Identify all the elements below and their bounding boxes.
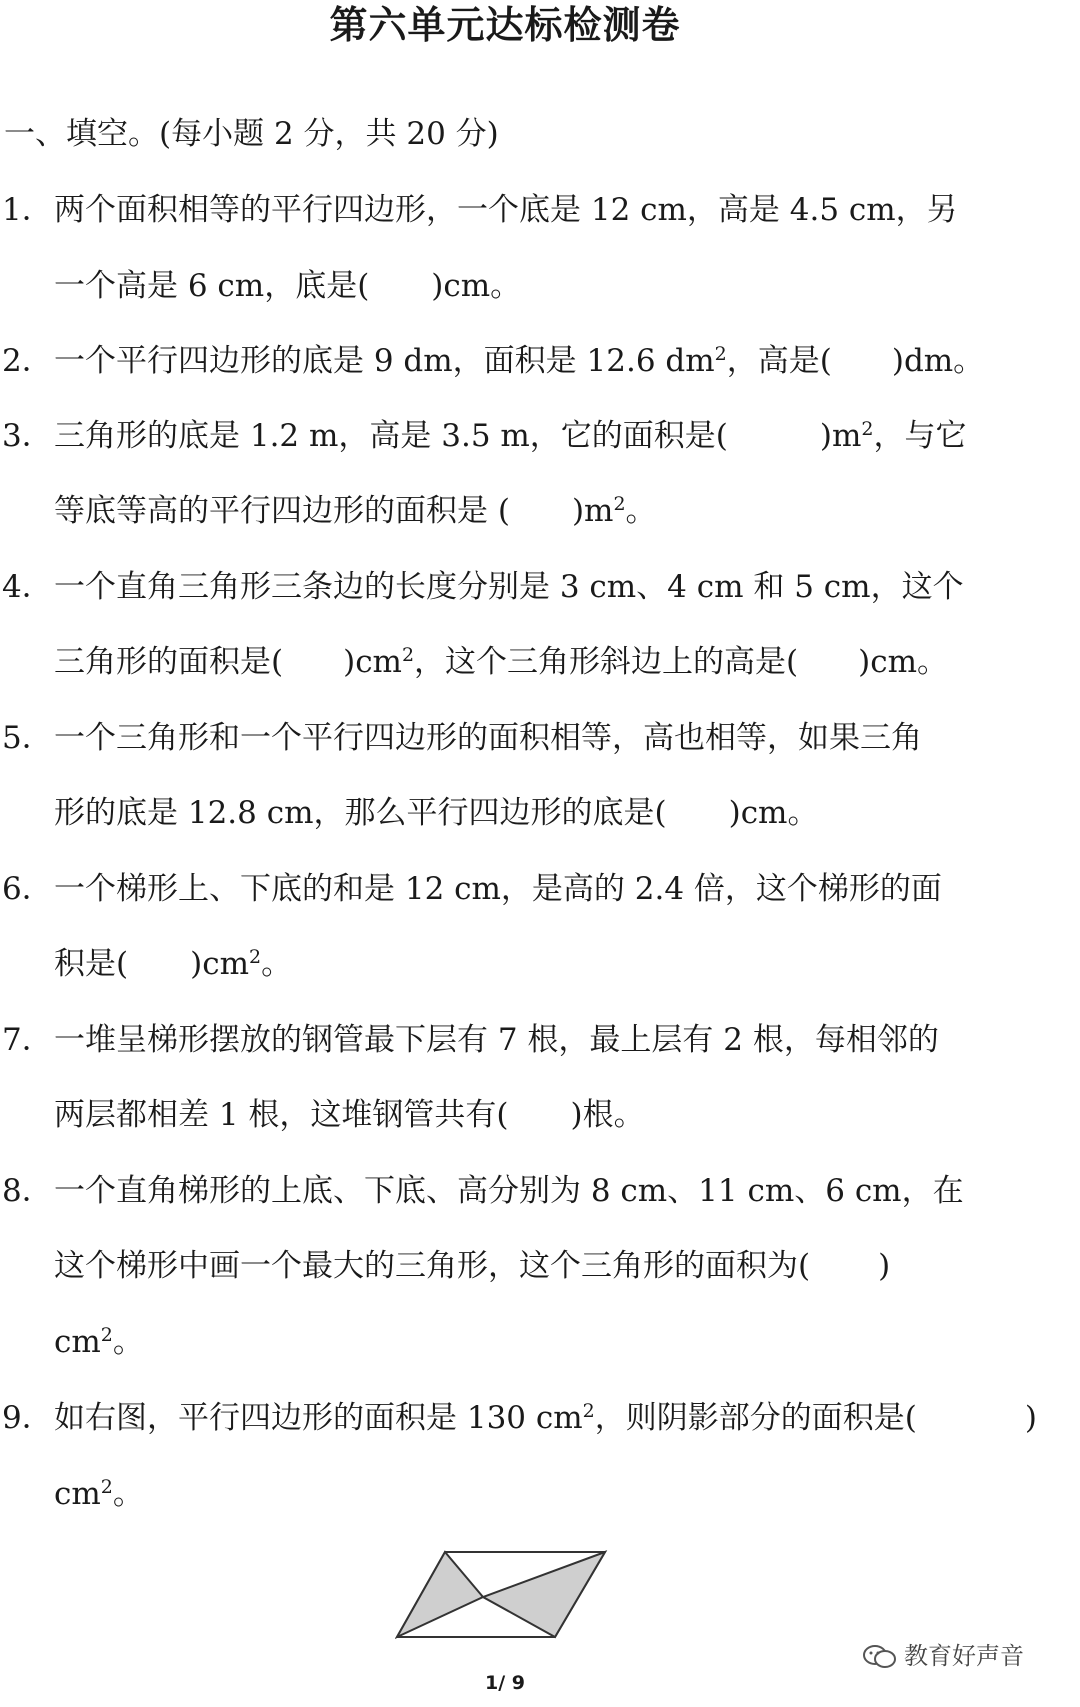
question-line: 三角形的底是 1.2 m，高是 3.5 m，它的面积是( )$m^2$，与它 (54, 418, 967, 454)
question-line: 积是( )$cm^2$。 (54, 946, 293, 982)
question-line: 一个梯形上、下底的和是 12 cm，是高的 2.4 倍，这个梯形的面 (54, 871, 942, 907)
watermark: 教育好声音 (862, 1636, 1024, 1671)
page-number: 1/ 9 (485, 1672, 525, 1694)
question-line: $cm^2$。 (54, 1324, 144, 1360)
question-line: 这个梯形中画一个最大的三角形，这个三角形的面积为( ) (54, 1248, 891, 1284)
question-line: 一个直角三角形三条边的长度分别是 3 cm、4 cm 和 5 cm，这个 (54, 569, 964, 605)
question-number: 9． (2, 1400, 53, 1436)
question-line: 一个直角梯形的上底、下底、高分别为 8 cm、11 cm、6 cm，在 (54, 1173, 964, 1209)
parallelogram-figure (395, 1542, 615, 1642)
question-number: 6． (2, 871, 53, 907)
question-line: 一个三角形和一个平行四边形的面积相等，高也相等，如果三角 (54, 720, 922, 756)
question-line: 形的底是 12.8 cm，那么平行四边形的底是( )cm。 (54, 795, 819, 831)
question-number: 7． (2, 1022, 53, 1058)
question-line: 两层都相差 1 根，这堆钢管共有( )根。 (54, 1097, 645, 1133)
question-line: 如右图，平行四边形的面积是 130 $cm^2$，则阴影部分的面积是( ) (54, 1400, 1037, 1436)
question-line: 等底等高的平行四边形的面积是 ( )$m^2$。 (54, 493, 657, 529)
question-number: 2． (2, 343, 53, 379)
question-number: 5． (2, 720, 53, 756)
question-line: 一个高是 6 cm，底是( )cm。 (54, 268, 522, 304)
chat-bubble-icon (862, 1644, 898, 1670)
question-line: 三角形的面积是( )$cm^2$，这个三角形斜边上的高是( )cm。 (54, 644, 948, 680)
question-line: 一堆呈梯形摆放的钢管最下层有 7 根，最上层有 2 根，每相邻的 (54, 1022, 939, 1058)
question-line: 一个平行四边形的底是 9 dm，面积是 12.6 $dm^2$，高是( )dm。 (54, 343, 985, 379)
question-line: $cm^2$。 (54, 1476, 144, 1512)
question-number: 4． (2, 569, 53, 605)
question-number: 8． (2, 1173, 53, 1209)
page-title: 第六单元达标检测卷 (329, 3, 681, 47)
question-line: 两个面积相等的平行四边形，一个底是 12 cm，高是 4.5 cm，另 (54, 192, 958, 228)
question-number: 3． (2, 418, 53, 454)
section-heading: 一、填空。(每小题 2 分，共 20 分) (4, 116, 499, 152)
question-number: 1． (2, 192, 53, 228)
